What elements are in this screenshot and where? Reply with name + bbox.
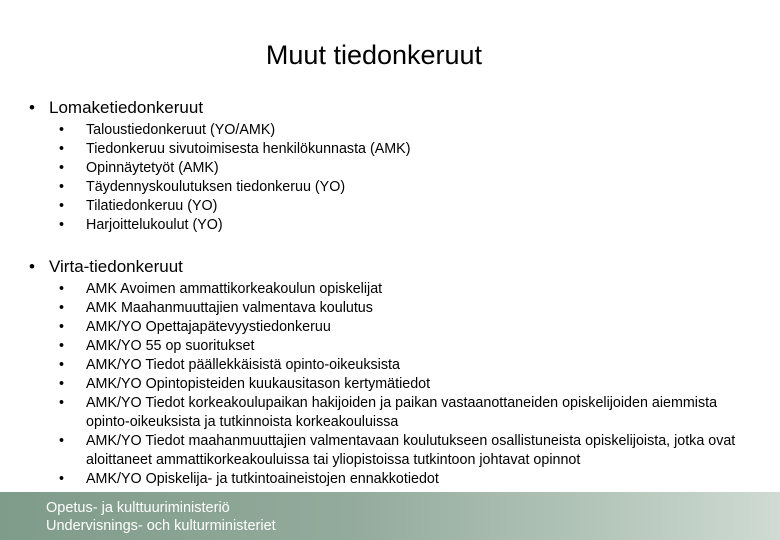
list-item-text: Opinnäytetyöt (AMK) — [86, 160, 219, 176]
bullet: • — [59, 141, 65, 157]
bullet: • — [59, 217, 65, 233]
list-item-text: Harjoittelukoulut (YO) — [86, 217, 223, 233]
list-item-text: AMK/YO Tiedot korkeakoulupaikan hakijoiden ja paikan vastaanottaneiden opiskelijoiden aiemmista opinto-oikeuksista ja tutkinnoista korkeakouluissa — [86, 395, 718, 430]
bullet: • — [29, 98, 35, 117]
list-item-text: AMK/YO 55 op suoritukset — [86, 338, 255, 354]
bullet: • — [59, 160, 65, 176]
bullet: • — [59, 122, 65, 138]
section-lomaketiedonkeruut — [0, 97, 780, 235]
list-item — [0, 337, 780, 356]
ministry-name-swedish: Undervisnings- och kulturministeriet — [46, 518, 276, 534]
list-item-text: AMK Maahanmuuttajien valmentava koulutus — [86, 300, 373, 316]
list-item — [0, 375, 780, 394]
list-item-text: AMK/YO Tiedot maahanmuuttajien valmentavaan koulutukseen osallistuneista opiskelijoista, jotka ovat aloittaneet ammattikorkeakouluissa tai yliopistoissa tutkintoon johtavat opinnot — [86, 433, 736, 468]
ministry-footer — [0, 492, 780, 540]
bullet: • — [59, 300, 65, 316]
bullet: • — [59, 376, 65, 392]
list-item-text: Taloustiedonkeruut (YO/AMK) — [86, 122, 276, 138]
list-item — [0, 140, 780, 159]
bullet: • — [59, 319, 65, 335]
sub-list — [0, 280, 780, 489]
bullet: • — [59, 471, 65, 487]
bullet: • — [59, 395, 65, 411]
bullet: • — [59, 281, 65, 297]
list-item — [0, 356, 780, 375]
list-item — [0, 299, 780, 318]
bullet: • — [59, 198, 65, 214]
list-item — [0, 432, 780, 470]
list-item-text: AMK/YO Opintopisteiden kuukausitason kertymätiedot — [86, 376, 431, 392]
bullet: • — [29, 257, 35, 276]
list-item — [0, 216, 780, 235]
section-heading — [0, 97, 780, 121]
list-item — [0, 121, 780, 140]
list-item — [0, 159, 780, 178]
list-item-text: Tiedonkeruu sivutoimisesta henkilökunnasta (AMK) — [86, 141, 411, 157]
bullet: • — [59, 338, 65, 354]
list-item-text: AMK/YO Opiskelija- ja tutkintoaineistojen ennakkotiedot — [86, 471, 439, 487]
section-virta-tiedonkeruut — [0, 256, 780, 489]
list-item-text: Tilatiedonkeruu (YO) — [86, 198, 218, 214]
list-item — [0, 318, 780, 337]
list-item — [0, 178, 780, 197]
ministry-name-finnish: Opetus- ja kulttuuriministeriö — [46, 500, 230, 516]
list-item-text: Täydennyskoulutuksen tiedonkeruu (YO) — [86, 179, 346, 195]
list-item — [0, 197, 780, 216]
section-label: Lomaketiedonkeruut — [49, 98, 204, 117]
list-item — [0, 470, 780, 489]
bullet: • — [59, 179, 65, 195]
list-item-text: AMK/YO Opettajapätevyystiedonkeruu — [86, 319, 331, 335]
bullet: • — [59, 433, 65, 449]
list-item-text: AMK Avoimen ammattikorkeakoulun opiskelijat — [86, 281, 383, 297]
list-item — [0, 394, 780, 432]
list-item-text: AMK/YO Tiedot päällekkäisistä opinto-oikeuksista — [86, 357, 400, 373]
section-heading — [0, 256, 780, 280]
sub-list — [0, 121, 780, 235]
list-item — [0, 280, 780, 299]
slide-title: Muut tiedonkeruut — [265, 40, 483, 70]
section-label: Virta-tiedonkeruut — [49, 257, 183, 276]
bullet: • — [59, 357, 65, 373]
